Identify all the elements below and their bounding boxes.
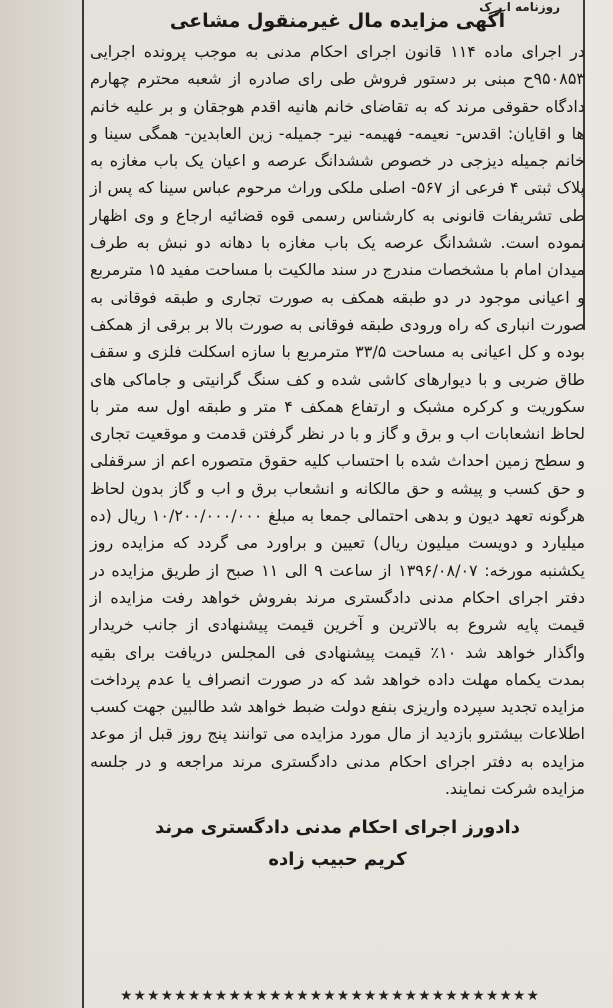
notice-signature — [90, 812, 585, 876]
notice-title: آگهی مزایده مال غیرمنقول مشاعی — [169, 10, 506, 32]
adjacent-column-right — [583, 0, 613, 330]
signature-office: دادورز اجرای احکام مدنی دادگستری مرند — [155, 817, 520, 839]
separator-stars: ★★★★★★★★★★★★★★★★★★★★★★★★★★★★★★★ — [119, 988, 541, 1004]
signature-name: کریم حبیب زاده — [268, 849, 407, 871]
adjacent-column-left — [0, 0, 84, 1008]
newspaper-header-fragment: روزنامه ا ر ک — [479, 0, 560, 14]
auction-notice — [90, 8, 585, 876]
notice-body: در اجرای ماده ۱۱۴ قانون اجرای احکام مدنی به موجب پرونده اجرایی ۹۵۰۸۵۳ح مبنی بر دستور فروش طی رای صادره از شعبه محترم چهارم دادگاه حقوقی مرند که به تقاضای خانم هانیه اقدم هوجقان و بر علیه خانم ها و اقایان: اقدس- نعیمه- فهیمه- نیر- جمیله- زین العابدین- همگی سینا و خانم جمیله دیزجی در خصوص ششدانگ عرصه و اعیان یک باب مغازه به پلاک ثبتی ۴ فرعی از ۵۶۷- اصلی ملکی وراث مرحوم عباس سینا که پس از طی تشریفات قانونی به کارشناس رسمی قوه قضائیه ارجاع و وی اظهار نموده است. ششدانگ عرصه یک باب مغازه با دهانه دو نبش به طرف میدان امام با مشخصات مندرج در سند مالکیت با مساحت مفید ۱۵ مترمربع و اعیانی موجود در دو طبقه همکف به صورت تجاری و طبقه فوقانی به صورت انباری که راه ورودی طبقه فوقانی به صورت بالا بر برقی از همکف بوده و کل اعیانی به مساحت ۳۳/۵ مترمربع با سازه اسکلت فلزی و سقف طاق ضربی و با دیوارهای کاشی شده و کف سنگ گرانیتی و جاماکی های سکوریت و کرکره مشبک و ارتفاع همکف ۴ متر و طبقه اول سه متر با لحاظ انشعابات اب و برق و گاز و با در نظر گرفتن قدمت و موقعیت تجاری و سطح زمین احداث شده با احتساب کلیه حقوق متصوره اعم از سرقفلی و حق کسب و پیشه و حق مالکانه و انشعاب برق و اب و گاز بدون لحاظ هرگونه تعهد دیون و بدهی احتمالی جمعا به مبلغ ۱۰/۲۰۰/۰۰۰/۰۰۰ ریال (ده میلیارد و دویست میلیون ریال) تعیین و براورد می گردد که مزایده روز یکشنبه مورخه: ۱۳۹۶/۰۸/۰۷ از ساعت ۹ الی ۱۱ صبح از طریق مزایده در دفتر اجرای احکام مدنی دادگستری مرند بفروش خواهد رفت مزایده از قیمت پایه شروع به بالاترین و آخرین قیمت پیشنهادی از جانب خریدار واگذار خواهد شد ۱۰٪ قیمت پیشنهادی فی المجلس دریافت برای بقیه بمدت یکماه مهلت داده خواهد شد که در صورت انصراف یا عدم پرداخت مزایده تجدید سپرده واریزی بنفع دولت ضبط خواهد شد طالبین جهت کسب اطلاعات بیشترو بازدید از مال مورد مزایده می توانند پنج روز قبل از موعد مزایده به دفتر اجرای احکام مدنی دادگستری مرند مراجعه و در جلسه مزایده شرکت نمایند. — [90, 42, 586, 799]
